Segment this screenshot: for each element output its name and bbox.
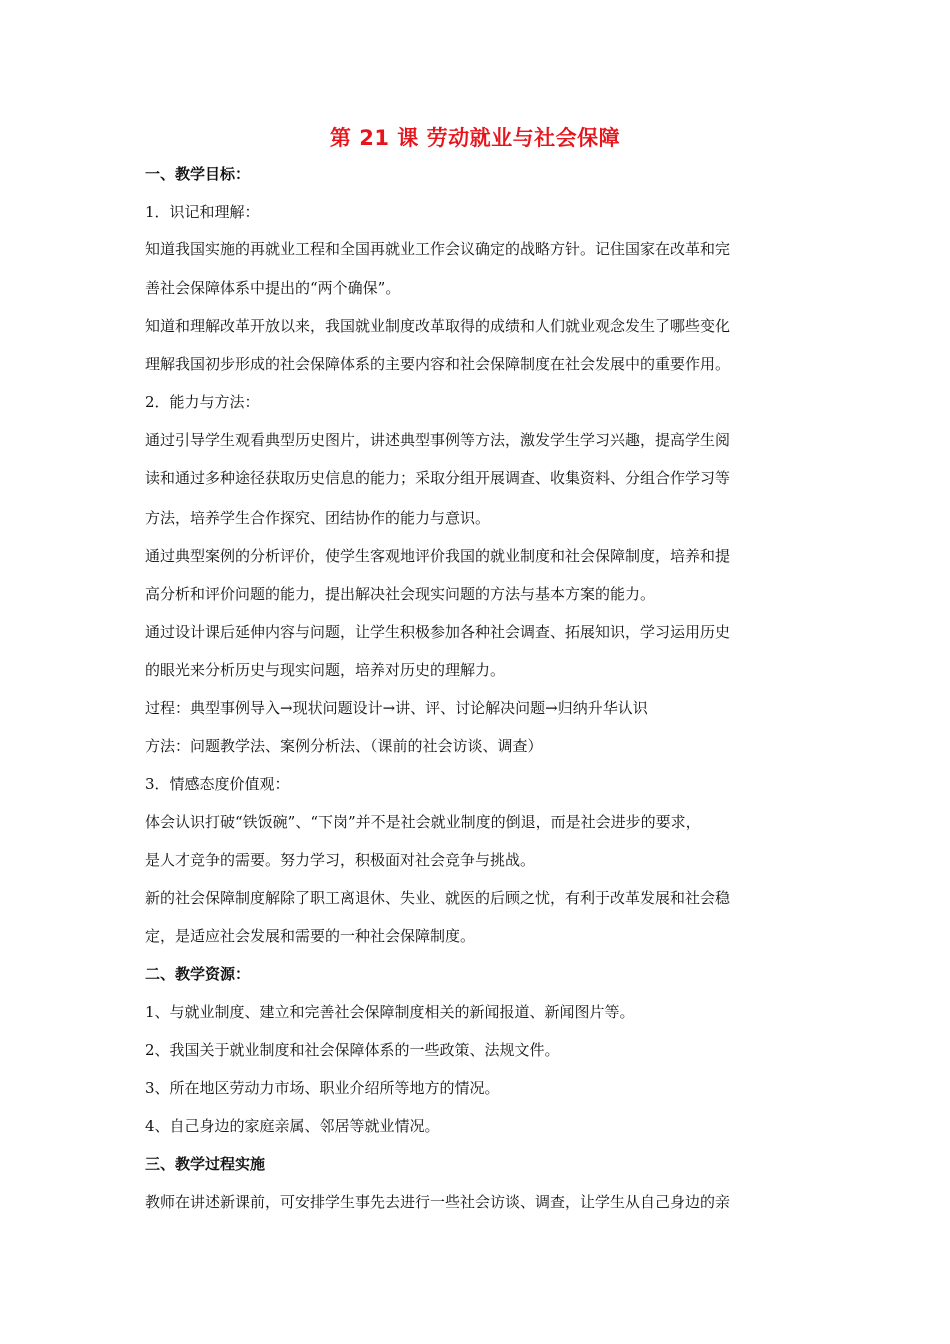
paragraph-line: 定，是适应社会发展和需要的一种社会保障制度。 [145, 927, 476, 945]
paragraph-line: 通过引导学生观看典型历史图片，讲述典型事例等方法，激发学生学习兴趣，提高学生阅 [145, 431, 731, 449]
paragraph-line: 知道和理解改革开放以来，我国就业制度改革取得的成绩和人们就业观念发生了哪些变化 [145, 317, 731, 335]
list-item: 1、与就业制度、建立和完善社会保障制度相关的新闻报道、新闻图片等。 [145, 1003, 635, 1021]
section-heading-process: 三、教学过程实施 [145, 1155, 266, 1173]
subheading-ability: 2．能力与方法： [145, 393, 260, 411]
paragraph-line: 方法，培养学生合作探究、团结协作的能力与意识。 [145, 509, 491, 527]
document-title: 第 21 课 劳动就业与社会保障 [329, 126, 621, 150]
paragraph-line-method: 方法：问题教学法、案例分析法、（课前的社会访谈、调查） [145, 737, 543, 755]
paragraph-line: 高分析和评价问题的能力，提出解决社会现实问题的方法与基本方案的能力。 [145, 585, 656, 603]
subheading-emotion: 3．情感态度价值观： [145, 775, 290, 793]
paragraph-line: 教师在讲述新课前，可安排学生事先去进行一些社会访谈、调查，让学生从自己身边的亲 [145, 1193, 731, 1211]
paragraph-line: 知道我国实施的再就业工程和全国再就业工作会议确定的战略方针。记住国家在改革和完 [145, 240, 731, 258]
paragraph-line: 体会认识打破“铁饭碗”、“下岗”并不是社会就业制度的倒退，而是社会进步的要求， [145, 813, 701, 831]
paragraph-line: 的眼光来分析历史与现实问题，培养对历史的理解力。 [145, 661, 506, 679]
paragraph-line: 是人才竞争的需要。努力学习，积极面对社会竞争与挑战。 [145, 851, 536, 869]
paragraph-line-process: 过程：典型事例导入→现状问题设计→讲、评、讨论解决问题→归纳升华认识 [145, 699, 648, 717]
paragraph-line: 新的社会保障制度解除了职工离退休、失业、就医的后顾之忧，有利于改革发展和社会稳 [145, 889, 731, 907]
list-item: 3、所在地区劳动力市场、职业介绍所等地方的情况。 [145, 1079, 500, 1097]
subheading-recognize: 1．识记和理解： [145, 203, 260, 221]
paragraph-line: 理解我国初步形成的社会保障体系的主要内容和社会保障制度在社会发展中的重要作用。 [145, 355, 731, 373]
section-heading-objectives: 一、教学目标： [145, 165, 251, 183]
section-heading-resources: 二、教学资源： [145, 965, 251, 983]
paragraph-line: 善社会保障体系中提出的“两个确保”。 [145, 279, 401, 297]
list-item: 2、我国关于就业制度和社会保障体系的一些政策、法规文件。 [145, 1041, 560, 1059]
paragraph-line: 读和通过多种途径获取历史信息的能力；采取分组开展调查、收集资料、分组合作学习等 [145, 469, 731, 487]
paragraph-line: 通过设计课后延伸内容与问题，让学生积极参加各种社会调查、拓展知识，学习运用历史 [145, 623, 731, 641]
paragraph-line: 通过典型案例的分析评价，使学生客观地评价我国的就业制度和社会保障制度，培养和提 [145, 547, 731, 565]
list-item: 4、自己身边的家庭亲属、邻居等就业情况。 [145, 1117, 440, 1135]
